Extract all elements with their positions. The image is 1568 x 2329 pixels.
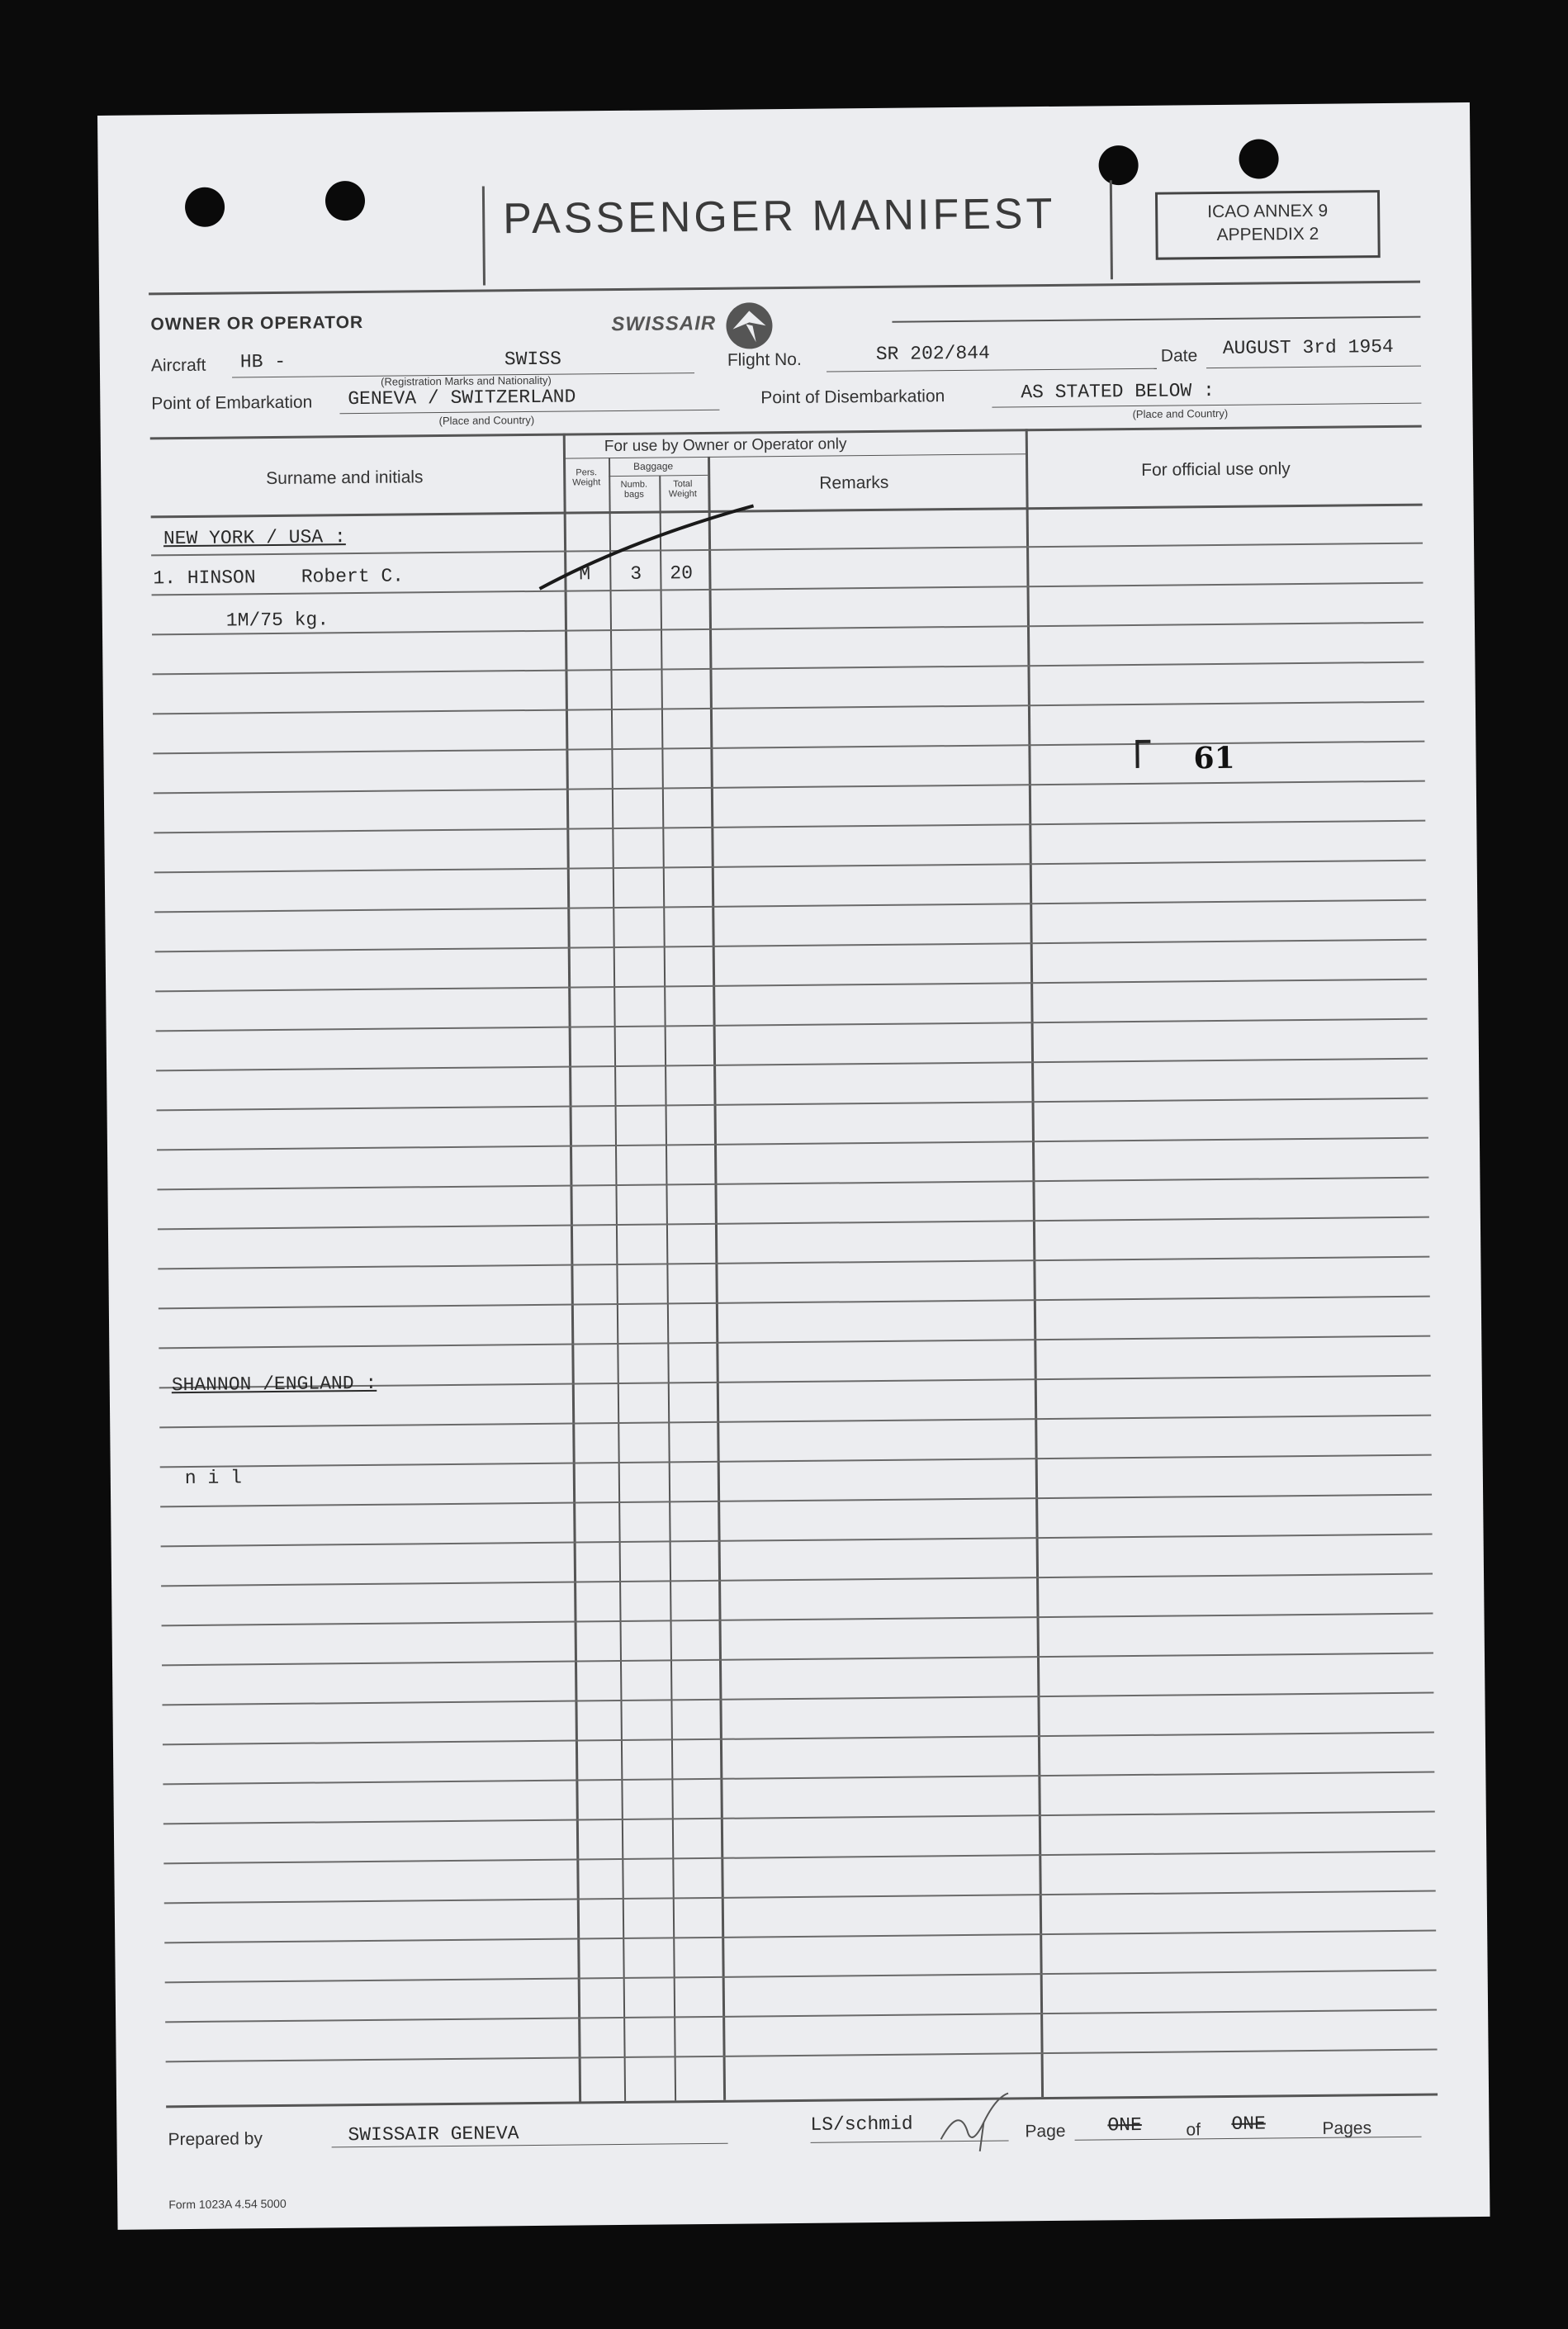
official-number: 61 <box>1193 740 1235 776</box>
punch-hole <box>325 181 365 221</box>
airline-name: SWISSAIR <box>611 312 717 336</box>
registration-note: (Registration Marks and Nationality) <box>381 373 552 388</box>
prepared-by-value: SWISSAIR GENEVA <box>348 2123 519 2146</box>
embarkation-note: (Place and Country) <box>438 413 535 428</box>
strike-through-mark <box>530 481 762 599</box>
passenger-1-note: 1M/75 kg. <box>225 609 329 632</box>
icao-box <box>1155 190 1381 260</box>
passenger-1-bags: 3 <box>630 562 642 585</box>
baggage-header: Baggage <box>633 460 674 472</box>
page-value: ONE <box>1107 2113 1142 2137</box>
surname-header: Surname and initials <box>266 467 424 489</box>
passenger-1-total: 20 <box>670 562 694 585</box>
handwritten-signature <box>934 2089 1026 2156</box>
page-label: Page <box>1025 2121 1066 2142</box>
prepared-by-label: Prepared by <box>168 2129 263 2150</box>
num-bags-header: Numb. bags <box>620 479 648 500</box>
disembarkation-value: AS STATED BELOW : <box>1021 380 1215 404</box>
icao-annex: ICAO ANNEX 9 <box>1207 201 1329 222</box>
passenger-1-name: 1. HINSON Robert C. <box>153 565 405 590</box>
destination-new-york: NEW YORK / USA : <box>163 526 346 550</box>
nil-entry: n i l <box>184 1467 242 1490</box>
flight-label: Flight No. <box>727 349 802 370</box>
punch-hole <box>1098 145 1138 185</box>
total-weight-header: Total Weight <box>668 479 698 500</box>
page-title: PASSENGER MANIFEST <box>502 189 1056 244</box>
passenger-1-weight: M <box>579 563 591 586</box>
form-number: Form 1023A 4.54 5000 <box>168 2196 287 2212</box>
disembarkation-note: (Place and Country) <box>1132 406 1229 420</box>
punch-hole <box>1239 139 1278 178</box>
of-value: ONE <box>1231 2113 1266 2135</box>
official-header: For official use only <box>1141 459 1291 480</box>
owner-use-header: For use by Owner or Operator only <box>604 435 847 456</box>
embarkation-label: Point of Embarkation <box>151 392 313 414</box>
punch-hole <box>185 187 225 227</box>
manifest-sheet <box>97 102 1490 2230</box>
aircraft-registration: HB - <box>239 350 287 373</box>
flight-number: SR 202/844 <box>875 342 990 365</box>
aircraft-nationality: SWISS <box>504 348 561 371</box>
icao-appendix: APPENDIX 2 <box>1216 224 1319 244</box>
aircraft-label: Aircraft <box>150 355 206 376</box>
remarks-header: Remarks <box>819 472 889 493</box>
swissair-logo <box>611 301 775 352</box>
date-label: Date <box>1160 346 1198 366</box>
swissair-arrow-icon <box>724 301 775 351</box>
signature-initials: LS/schmid <box>810 2113 913 2136</box>
owner-label: OWNER OR OPERATOR <box>150 312 364 334</box>
disembarkation-label: Point of Disembarkation <box>760 387 945 408</box>
date-value: AUGUST 3rd 1954 <box>1222 335 1394 359</box>
embarkation-value: GENEVA / SWITZERLAND <box>348 386 576 410</box>
of-label: of <box>1186 2120 1201 2140</box>
destination-shannon: SHANNON /ENGLAND : <box>171 1372 377 1397</box>
official-mark-fragment <box>1135 740 1150 768</box>
pages-label: Pages <box>1322 2118 1372 2138</box>
pers-weight-header: Pers. Weight <box>572 467 601 488</box>
